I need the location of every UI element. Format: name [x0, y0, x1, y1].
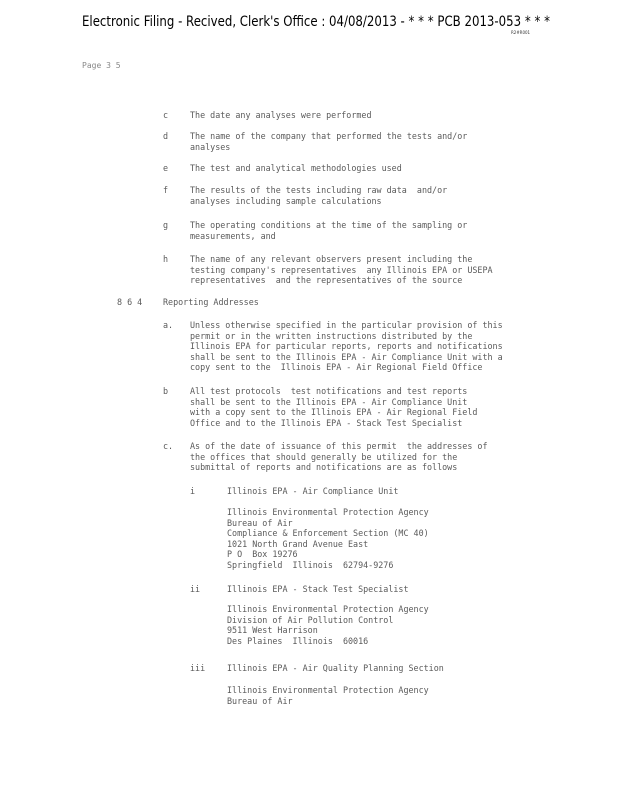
section-number: 8 6 4	[117, 297, 143, 307]
list-item-label: h	[163, 254, 169, 264]
list-item-text: All test protocols test notifications and test reports	[190, 386, 468, 396]
address-line: 1021 North Grand Avenue East	[227, 538, 369, 549]
list-item-label: g	[163, 220, 169, 230]
list-item-label: f	[163, 185, 169, 195]
filing-stamp-subscript: R2#R001	[511, 30, 531, 35]
address-title: Illinois EPA - Air Compliance Unit	[227, 486, 399, 496]
list-item-label: d	[163, 131, 169, 141]
list-item-text: Illinois EPA for particular reports, reports and notifications	[190, 341, 503, 352]
list-item-label: b	[163, 386, 169, 396]
list-item-text: Office and to the Illinois EPA - Stack Test Specialist	[190, 417, 463, 428]
list-item-text: shall be sent to the Illinois EPA - Air Compliance Unit	[190, 396, 468, 407]
filing-stamp: Electronic Filing - Recived, Clerk's Office : 04/08/2013 - * * * PCB 2013-053 * * *	[82, 14, 550, 30]
address-line: Illinois Environmental Protection Agency	[227, 507, 429, 517]
list-item-text: shall be sent to the Illinois EPA - Air Compliance Unit with a	[190, 351, 503, 362]
address-line: Compliance & Enforcement Section (MC 40)	[227, 528, 429, 539]
list-item-text: submittal of reports and notifications are as follows	[190, 462, 458, 473]
list-item-text: As of the date of issuance of this permit the addresses of	[190, 441, 488, 451]
address-title: Illinois EPA - Air Quality Planning Section	[227, 663, 444, 673]
address-line: Division of Air Pollution Control	[227, 614, 394, 625]
address-line: P O Box 19276	[227, 549, 298, 560]
list-item-text: The name of any relevant observers present including the	[190, 254, 473, 264]
page-number: Page 3 5	[82, 61, 121, 70]
list-item-text: measurements, and	[190, 230, 276, 241]
address-line: Bureau of Air	[227, 517, 293, 528]
list-item-text: permit or in the written instructions distributed by the	[190, 330, 473, 341]
list-item-text: with a copy sent to the Illinois EPA - Air Regional Field	[190, 407, 478, 418]
list-item-text: testing company's representatives any Illinois EPA or USEPA	[190, 264, 493, 275]
section-title: Reporting Addresses	[163, 297, 259, 307]
address-line: Bureau of Air	[227, 695, 293, 706]
list-item-text: The name of the company that performed the tests and/or	[190, 131, 468, 141]
address-label: ii	[190, 584, 201, 594]
list-item-label: c	[163, 110, 169, 120]
list-item-label: c.	[163, 441, 174, 451]
address-title: Illinois EPA - Stack Test Specialist	[227, 584, 409, 594]
address-line: Illinois Environmental Protection Agency	[227, 685, 429, 695]
address-line: Illinois Environmental Protection Agency	[227, 604, 429, 614]
list-item-text: The operating conditions at the time of the sampling or	[190, 220, 468, 230]
list-item-text: analyses including sample calculations	[190, 195, 382, 206]
list-item-text: The results of the tests including raw data and/or	[190, 185, 448, 195]
list-item-label: e	[163, 163, 169, 173]
list-item-text: the offices that should generally be utilized for the	[190, 451, 458, 462]
list-item-text: representatives and the representatives of the source	[190, 275, 463, 286]
list-item-text: analyses	[190, 141, 231, 152]
list-item-text: The date any analyses were performed	[190, 110, 372, 120]
address-line: 9511 West Harrison	[227, 625, 318, 636]
address-label: iii	[190, 663, 206, 673]
list-item-label: a.	[163, 320, 174, 330]
list-item-text: Unless otherwise specified in the particular provision of this	[190, 320, 503, 330]
address-label: i	[190, 486, 196, 496]
list-item-text: copy sent to the Illinois EPA - Air Regional Field Office	[190, 362, 483, 373]
address-line: Springfield Illinois 62794-9276	[227, 560, 394, 570]
list-item-text: The test and analytical methodologies used	[190, 163, 402, 173]
address-line: Des Plaines Illinois 60016	[227, 635, 369, 646]
